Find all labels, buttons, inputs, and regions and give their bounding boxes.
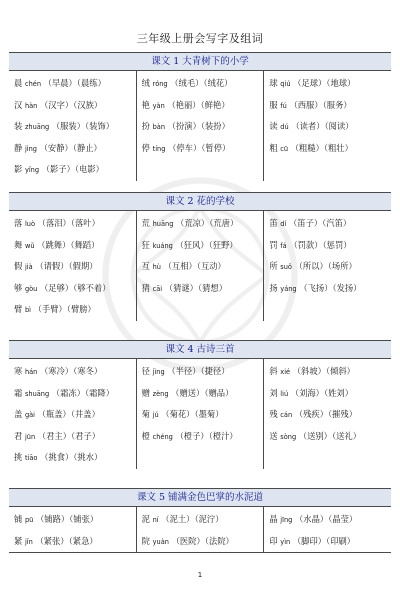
character-entry [142, 73, 264, 95]
entry-words: （手臂）（臂膀） [33, 304, 96, 314]
entry-character: 印 [269, 535, 278, 546]
entry-words: （泥土）（泥泞） [161, 514, 224, 524]
lesson-column [9, 71, 136, 181]
entry-character: 扬 [269, 282, 278, 293]
entry-character: 君 [14, 430, 23, 441]
character-entry [269, 213, 391, 235]
character-entry [142, 116, 264, 138]
lesson-column [263, 359, 391, 469]
entry-words: （橙子）（橙汁） [175, 430, 238, 441]
lesson-column [263, 211, 391, 321]
character-entry [142, 235, 264, 257]
page-title: 三年级上册会写字及组词 [136, 32, 264, 45]
entry-pinyin: tiāo [24, 454, 38, 462]
entry-words: （赠送）（赠品） [171, 387, 234, 398]
entry-character: 扮 [141, 121, 150, 131]
entry-character: 球 [269, 78, 278, 88]
entry-words: （汉字）（汉族） [40, 99, 103, 110]
entry-character: 赠 [141, 387, 150, 398]
entry-words: （跳舞）（舞蹈） [37, 239, 100, 250]
entry-character: 猜 [141, 282, 150, 293]
character-entry [269, 116, 391, 138]
character-entry [14, 73, 136, 95]
entry-words: （君主）（君子） [37, 430, 101, 441]
entry-pinyin: jūn [24, 432, 36, 441]
entry-character: 汉 [14, 99, 23, 110]
lesson-column [136, 71, 264, 181]
entry-words: （刘海）（姓刘） [290, 387, 354, 398]
entry-pinyin: zèng [152, 389, 169, 398]
entry-words: （艳丽）（鲜艳） [167, 99, 230, 110]
character-entry [142, 361, 264, 383]
entry-character: 晶 [269, 514, 278, 524]
character-entry [14, 383, 136, 405]
entry-words: （医院）（法院） [171, 535, 234, 546]
character-entry [14, 138, 136, 160]
lesson-grid [9, 359, 391, 469]
entry-pinyin: hàn [24, 101, 38, 110]
lesson-column [9, 507, 136, 552]
entry-words: （寒冷）（寒冬） [40, 366, 103, 376]
entry-pinyin: yǐng [24, 166, 40, 174]
entry-pinyin: hán [24, 368, 38, 376]
entry-words: （送别）（送礼） [298, 430, 362, 441]
entry-words: （西服）（服务） [289, 99, 352, 110]
entry-words: （互相）（互动） [163, 261, 226, 271]
lesson-block [9, 52, 391, 181]
character-entry [142, 213, 264, 235]
entry-words: （罚款）（惩罚） [289, 239, 352, 250]
lesson-column [136, 359, 264, 469]
entry-pinyin: jīng [280, 516, 293, 524]
character-entry [269, 138, 391, 160]
character-entry [142, 383, 264, 405]
page-number: 1 [197, 571, 203, 579]
character-entry [14, 531, 136, 553]
entry-character: 铺 [14, 514, 23, 524]
entry-words: （足够）（够不着） [40, 282, 111, 293]
entry-pinyin: yuàn [152, 537, 169, 546]
entry-words: （服装）（装饰） [51, 121, 115, 131]
entry-pinyin: fú [280, 101, 287, 110]
character-entry [269, 426, 391, 448]
entry-character: 斜 [269, 366, 278, 376]
entry-character: 读 [269, 121, 278, 131]
entry-pinyin: yìn [280, 537, 291, 546]
entry-words: （水晶）（晶莹） [294, 514, 358, 524]
lesson-header: 课文 4 古诗三首 [9, 340, 391, 359]
character-entry [14, 159, 136, 181]
character-entry [14, 116, 136, 138]
entry-pinyin: suǒ [280, 263, 292, 271]
entry-words: （影子）（电影） [41, 164, 104, 174]
character-entry [14, 256, 136, 278]
entry-words: （挑食）（挑水） [40, 452, 103, 462]
entry-words: （粗糙）（粗壮） [290, 142, 353, 153]
entry-character: 臂 [14, 304, 23, 314]
entry-character: 影 [14, 164, 23, 174]
character-entry [269, 447, 391, 469]
entry-words: （脚印）（印刷） [292, 535, 356, 546]
character-entry [269, 361, 391, 383]
entry-pinyin: gài [24, 411, 36, 419]
character-entry [269, 531, 391, 553]
character-entry [269, 73, 391, 95]
character-entry [269, 95, 391, 117]
character-entry [269, 278, 391, 300]
character-entry [14, 278, 136, 300]
entry-pinyin: ní [152, 516, 159, 524]
entry-pinyin: jú [152, 411, 159, 419]
entry-pinyin: luò [24, 220, 35, 228]
entry-pinyin: xié [280, 368, 291, 376]
character-entry [14, 509, 136, 531]
entry-character: 假 [14, 261, 23, 271]
lesson-grid [9, 507, 391, 553]
entry-character: 停 [141, 142, 150, 153]
lesson-column [263, 507, 391, 552]
entry-pinyin: sòng [280, 432, 297, 441]
character-entry [269, 404, 391, 426]
lesson-header: 课文 2 花的学校 [9, 192, 391, 211]
entry-words: （足球）（地球） [293, 78, 356, 88]
entry-pinyin: hù [152, 263, 161, 271]
lesson-header: 课文 5 铺满金色巴掌的水泥道 [9, 488, 391, 507]
entry-words: （狂风）（狂野） [175, 239, 238, 250]
character-entry [14, 299, 136, 321]
character-entry [14, 235, 136, 257]
entry-pinyin: yáng [280, 284, 297, 293]
entry-words: （安静）（静止） [39, 142, 102, 153]
character-entry [142, 95, 264, 117]
character-entry [142, 299, 264, 321]
entry-character: 院 [141, 535, 150, 546]
entry-character: 狂 [141, 239, 150, 250]
lesson-column [136, 211, 264, 321]
entry-character: 菊 [141, 409, 150, 419]
entry-pinyin: qiú [280, 80, 291, 88]
entry-pinyin: chén [24, 80, 41, 88]
entry-character: 笛 [269, 218, 278, 228]
entry-character: 舞 [14, 239, 23, 250]
entry-pinyin: jià [24, 263, 33, 271]
entry-pinyin: zhuāng [24, 123, 50, 131]
entry-pinyin: dú [280, 123, 289, 131]
character-entry [269, 509, 391, 531]
character-entry [269, 235, 391, 257]
entry-character: 粗 [269, 142, 278, 153]
lesson-grid [9, 211, 391, 321]
character-entry [14, 213, 136, 235]
entry-words: （铺路）（铺张） [35, 514, 99, 524]
entry-character: 盖 [14, 409, 23, 419]
entry-character: 所 [269, 261, 278, 271]
entry-words: （读者）（阅读） [291, 121, 354, 131]
entry-pinyin: bàn [152, 123, 166, 131]
entry-character: 送 [269, 430, 278, 441]
entry-words: （斜坡）（倾斜） [292, 366, 355, 376]
entry-words: （猜谜）（猜想） [164, 282, 227, 293]
entry-pinyin: róng [152, 80, 168, 88]
entry-character: 静 [14, 142, 23, 153]
entry-pinyin: bì [24, 306, 31, 314]
entry-words: （请假）（假期） [35, 261, 98, 271]
entry-words: （霜冻）（霜降） [51, 387, 115, 398]
character-entry [14, 426, 136, 448]
entry-character: 装 [14, 121, 23, 131]
character-entry [142, 256, 264, 278]
entry-words: （所以）（场所） [294, 261, 357, 271]
entry-pinyin: liú [280, 389, 289, 398]
lesson-block [9, 340, 391, 469]
entry-character: 径 [141, 366, 150, 376]
entry-character: 够 [14, 282, 23, 293]
entry-pinyin: jǐn [24, 537, 33, 546]
character-entry [269, 299, 391, 321]
entry-words: （紧张）（紧急） [35, 535, 98, 546]
entry-words: （扮演）（装扮） [167, 121, 230, 131]
entry-pinyin: kuáng [152, 241, 173, 250]
entry-character: 服 [269, 99, 278, 110]
character-entry [269, 256, 391, 278]
entry-pinyin: cū [280, 144, 289, 153]
entry-words: （残疾）（摧残） [294, 409, 358, 419]
entry-pinyin: dí [280, 220, 287, 228]
entry-character: 绒 [141, 78, 150, 88]
entry-pinyin: tíng [152, 144, 166, 153]
entry-words: （落泪）（落叶） [37, 218, 100, 228]
entry-words: （菊花）（墨菊） [161, 409, 224, 419]
character-entry [142, 426, 264, 448]
character-entry [269, 383, 391, 405]
entry-words: （荒凉）（荒唐） [176, 218, 239, 228]
entry-character: 艳 [141, 99, 150, 110]
character-entry [142, 138, 264, 160]
entry-words: （停车）（暂停） [168, 142, 231, 153]
lesson-grid [9, 71, 391, 181]
entry-character: 橙 [141, 430, 150, 441]
entry-pinyin: shuāng [24, 389, 50, 398]
character-entry [14, 95, 136, 117]
character-entry [142, 278, 264, 300]
lesson-block [9, 488, 391, 553]
entry-character: 寒 [14, 366, 23, 376]
entry-pinyin: wǔ [24, 241, 35, 250]
entry-character: 互 [141, 261, 150, 271]
lesson-column [136, 507, 264, 552]
entry-pinyin: yàn [152, 101, 165, 110]
entry-words: （笛子）（汽笛） [288, 218, 352, 228]
lesson-column [9, 211, 136, 321]
entry-character: 紧 [14, 535, 23, 546]
entry-pinyin: jìng [24, 144, 37, 153]
entry-character: 挑 [14, 452, 23, 462]
lesson-block [9, 192, 391, 321]
entry-pinyin: jìng [152, 368, 165, 376]
entry-words: （飞扬）（发扬） [299, 282, 362, 293]
character-entry [142, 509, 264, 531]
character-entry [14, 361, 136, 383]
character-entry [14, 404, 136, 426]
entry-character: 落 [14, 218, 23, 228]
lesson-column [9, 359, 136, 469]
entry-character: 荒 [141, 218, 150, 228]
entry-character: 晨 [14, 78, 23, 88]
entry-words: （早晨）（晨练） [43, 78, 106, 88]
character-entry [142, 531, 264, 553]
entry-pinyin: gòu [24, 284, 38, 293]
lesson-column [263, 71, 391, 181]
entry-words: （瓶盖）（井盖） [37, 409, 100, 419]
entry-pinyin: huāng [152, 220, 174, 228]
entry-words: （绒毛）（绒花） [170, 78, 233, 88]
entry-character: 罚 [269, 239, 278, 250]
entry-pinyin: pū [24, 516, 34, 524]
entry-character: 霜 [14, 387, 23, 398]
entry-character: 刘 [269, 387, 278, 398]
entry-words: （半径）（捷径） [167, 366, 230, 376]
character-entry [142, 447, 264, 469]
character-entry [142, 404, 264, 426]
character-entry [14, 447, 136, 469]
character-entry [142, 159, 264, 181]
entry-character: 残 [269, 409, 278, 419]
entry-pinyin: chéng [152, 432, 173, 441]
lesson-header: 课文 1 大青树下的小学 [9, 52, 391, 71]
entry-character: 泥 [141, 514, 150, 524]
entry-pinyin: cán [280, 411, 293, 419]
character-entry [269, 159, 391, 181]
entry-pinyin: cāi [152, 284, 163, 293]
entry-pinyin: fá [280, 241, 287, 250]
